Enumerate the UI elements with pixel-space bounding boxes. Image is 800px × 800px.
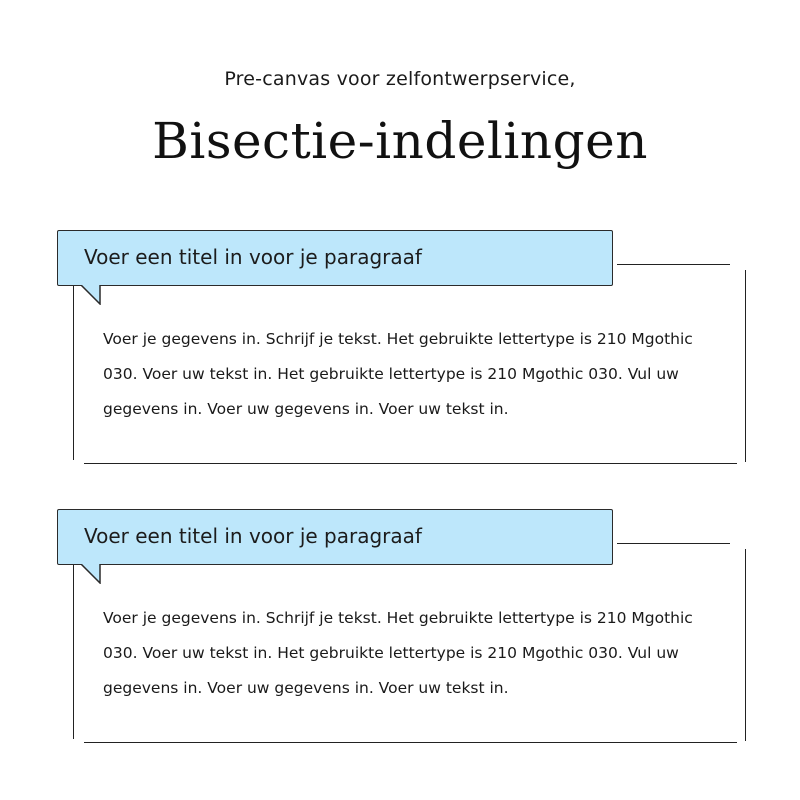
section-heading: Voer een titel in voor je paragraaf (84, 524, 422, 548)
frame-right-line (745, 270, 746, 462)
section-body-text: Voer je gegevens in. Schrijf je tekst. Het gebruikte lettertype is 210 Mgothic 030. Voer uw tekst in. Het gebruikte lettertype is 210 Mgothic 030. Vul uw gegevens in. Voer uw gegevens in. Voer uw tekst in. (103, 609, 693, 697)
section-heading: Voer een titel in voor je paragraaf (84, 245, 422, 269)
connector-line (617, 543, 730, 544)
frame-bottom-line (84, 742, 737, 743)
frame-bottom-line (84, 463, 737, 464)
section-heading-box (57, 509, 613, 565)
section-heading-box (57, 230, 613, 286)
speech-tail-icon (80, 564, 106, 584)
page-title: Bisectie-indelingen (152, 112, 648, 170)
frame-right-line (745, 549, 746, 741)
frame-left-line (73, 286, 74, 460)
connector-line (617, 264, 730, 265)
section-body-text: Voer je gegevens in. Schrijf je tekst. Het gebruikte lettertype is 210 Mgothic 030. Voer uw tekst in. Het gebruikte lettertype is 210 Mgothic 030. Vul uw gegevens in. Voer uw gegevens in. Voer uw tekst in. (103, 330, 693, 418)
paragraph-section-2 (0, 509, 800, 749)
frame-left-line (73, 565, 74, 739)
paragraph-section-1 (0, 230, 800, 470)
page-subtitle: Pre-canvas voor zelfontwerpservice, (224, 68, 576, 90)
speech-tail-icon (80, 285, 106, 305)
